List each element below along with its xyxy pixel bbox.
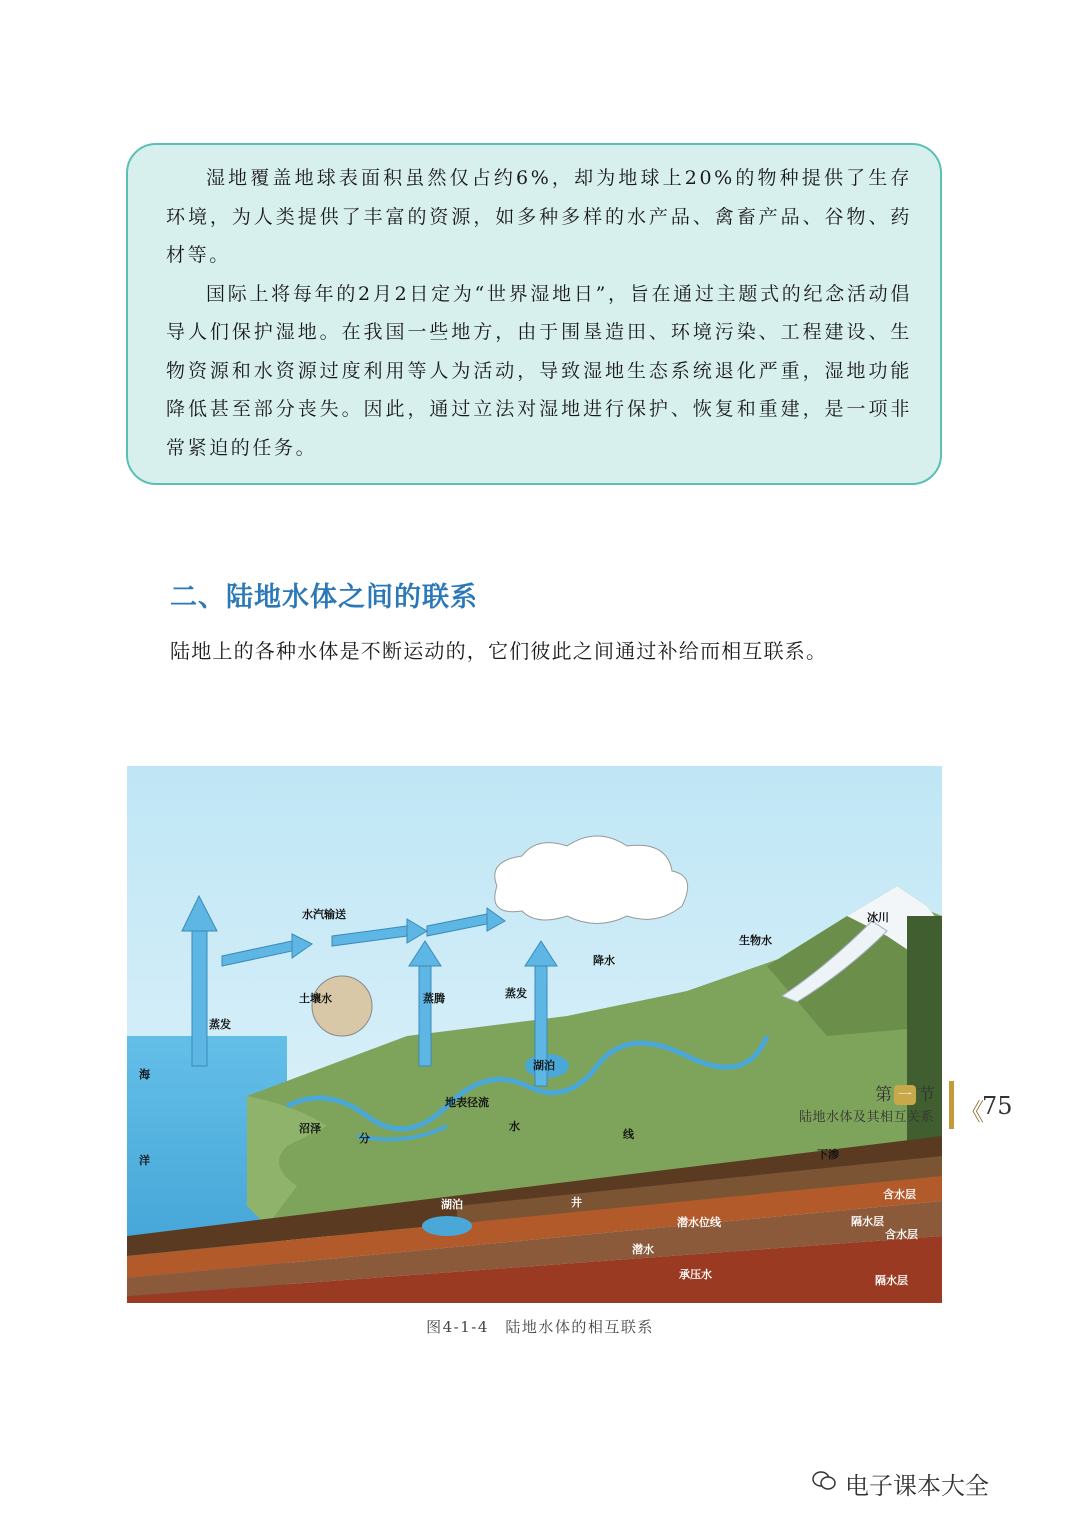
label-water-table: 潜水位线 — [677, 1216, 721, 1229]
chevron-icon: 《 — [960, 1098, 984, 1126]
section-number: 一 — [894, 1085, 916, 1105]
footer-divider — [949, 1081, 954, 1129]
label-precipitation: 降水 — [593, 954, 615, 967]
label-evaporation-1: 蒸发 — [209, 1018, 231, 1031]
label-spring: 湖泊 — [441, 1198, 463, 1211]
label-divide-2: 水 — [509, 1120, 520, 1133]
label-ocean-2: 洋 — [139, 1154, 150, 1167]
label-aquiclude-2: 隔水层 — [875, 1274, 908, 1287]
label-vapor-transport: 水汽输送 — [302, 908, 346, 921]
label-divide-1: 分 — [359, 1132, 370, 1145]
watermark-text: 电子课本大全 — [845, 1472, 989, 1500]
label-transpiration: 蒸腾 — [423, 992, 445, 1005]
body-paragraph: 陆地上的各种水体是不断运动的，它们彼此之间通过补给而相互联系。 — [170, 639, 828, 663]
label-aquiclude-1: 隔水层 — [851, 1215, 884, 1228]
box-paragraph-1: 湿地覆盖地球表面积虽然仅占约6%，却为地球上20%的物种提供了生存环境，为人类提供了丰富的资源，如多种多样的水产品、禽畜产品、谷物、药材等。 — [166, 167, 912, 266]
wetland-info-box — [126, 143, 942, 485]
label-lake: 湖泊 — [533, 1059, 555, 1072]
label-evaporation-2: 蒸发 — [505, 987, 527, 1000]
figure-caption: 图4-1-4 陆地水体的相互联系 — [426, 1318, 654, 1336]
section-label — [875, 1080, 935, 1105]
water-cycle-figure — [127, 766, 942, 1303]
label-ocean-1: 海 — [139, 1068, 150, 1081]
wechat-icon — [812, 1470, 836, 1492]
label-aquifer-2: 含水层 — [885, 1228, 918, 1241]
label-surface-runoff: 地表径流 — [445, 1096, 489, 1109]
page-number: 75 — [982, 1092, 1013, 1120]
label-divide-3: 线 — [623, 1128, 634, 1141]
box-paragraph-2: 国际上将每年的2月2日定为“世界湿地日”，旨在通过主题式的纪念活动倡导人们保护湿地。在我国一些地方，由于围垦造田、环境污染、工程建设、生物资源和水资源过度利用等人为活动，导致湿地生态系统退化严重，湿地功能降低甚至部分丧失。因此，通过立法对湿地进行保护、恢复和重建，是一项非常紧迫的任务。 — [166, 282, 912, 459]
label-well: 井 — [571, 1196, 582, 1209]
label-phreatic: 潜水 — [632, 1243, 654, 1256]
label-confined: 承压水 — [679, 1268, 712, 1281]
water-cycle-illustration — [127, 766, 942, 1303]
label-soil-water: 土壤水 — [299, 992, 332, 1005]
section-title: 陆地水体及其相互关系 — [799, 1110, 935, 1125]
label-infiltration: 下渗 — [817, 1148, 839, 1161]
label-glacier: 冰川 — [867, 911, 889, 924]
label-swamp: 沼泽 — [299, 1122, 321, 1135]
section-heading: 二、陆地水体之间的联系 — [170, 582, 478, 613]
section-suffix: 节 — [918, 1085, 935, 1105]
section-prefix: 第 — [875, 1085, 892, 1105]
label-aquifer-1: 含水层 — [883, 1188, 916, 1201]
label-bio-water: 生物水 — [739, 934, 772, 947]
